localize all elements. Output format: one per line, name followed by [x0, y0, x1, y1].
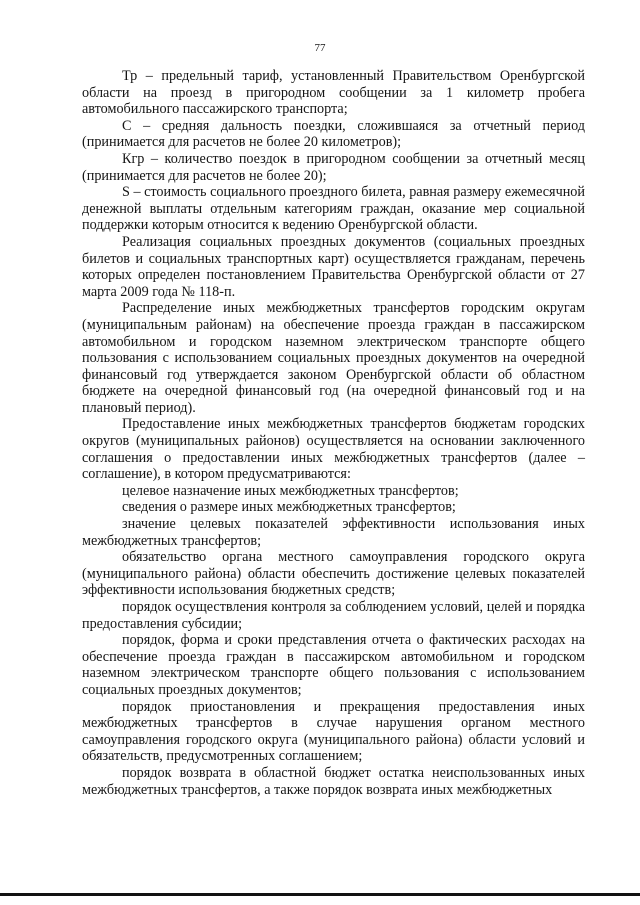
- page-number: 77: [314, 42, 326, 54]
- paragraph-realization: Реализация социальных проездных документов (социальных проездных билетов и социальных транспортных карт) осуществляется гражданам, перечень которых определен постановлением Правительства Оренбургской области от 27 марта 2009 года № 118-п.: [82, 233, 585, 300]
- list-item-indicators: значение целевых показателей эффективности использования иных межбюджетных трансфертов;: [82, 516, 585, 549]
- list-item-reporting: порядок, форма и сроки представления отчета о фактических расходах на обеспечение проезда граждан в пассажирском автомобильном и городском наземном электрическом транспорте общего пользования с использованием социальных проездных документов;: [82, 632, 585, 698]
- list-item-amount: сведения о размере иных межбюджетных трансфертов;: [122, 499, 456, 516]
- list-item-obligation: обязательство органа местного самоуправления городского округа (муниципального района) области обеспечить достижение целевых показателей эффективности использования бюджетных средств;: [82, 549, 585, 599]
- list-item-return: порядок возврата в областной бюджет остатка неиспользованных иных межбюджетных трансфертов, а также порядок возврата иных межбюджетных: [82, 764, 585, 798]
- list-item-suspension: порядок приостановления и прекращения предоставления иных межбюджетных трансфертов в случае нарушения органом местного самоуправления городского округа (муниципального района) области условий и обязательств, предусмотренных соглашением;: [82, 698, 585, 765]
- paragraph-c-definition: С – средняя дальность поездки, сложившаяся за отчетный период (принимается для расчетов не более 20 километров);: [82, 117, 585, 151]
- paragraph-s-definition: S – стоимость социального проездного билета, равная размеру ежемесячной денежной выплаты отдельным категориям граждан, оказание мер социальной поддержки которым относится к ведению Оренбургской области.: [82, 184, 585, 234]
- document-body: [82, 68, 585, 798]
- paragraph-kgr-definition: Кгр – количество поездок в пригородном сообщении за отчетный месяц (принимается для расчетов не более 20);: [82, 150, 585, 184]
- paragraph-tr-definition: Тр – предельный тариф, установленный Правительством Оренбургской области на проезд в пригородном сообщении за 1 километр пробега автомобильного пассажирского транспорта;: [82, 68, 585, 118]
- page-bottom-divider: [0, 893, 640, 896]
- list-item-control: порядок осуществления контроля за соблюдением условий, целей и порядка предоставления субсидии;: [82, 599, 585, 632]
- paragraph-distribution: Распределение иных межбюджетных трансфертов городским округам (муниципальным районам) на обеспечение проезда граждан в пассажирском автомобильном и городском наземном электрическом транспорте общего пользования с использованием социальных проездных документов на очередной финансовый год утверждается законом Оренбургской области об областном бюджете на очередной финансовый год (на очередной финансовый год и на плановый период).: [82, 300, 585, 416]
- paragraph-provision: Предоставление иных межбюджетных трансфертов бюджетам городских округов (муниципальных районов) осуществляется на основании заключенного соглашения о предоставлении иных межбюджетных трансфертов (далее – соглашение), в котором предусматриваются:: [82, 416, 585, 483]
- list-item-purpose: целевое назначение иных межбюджетных трансфертов;: [122, 482, 459, 499]
